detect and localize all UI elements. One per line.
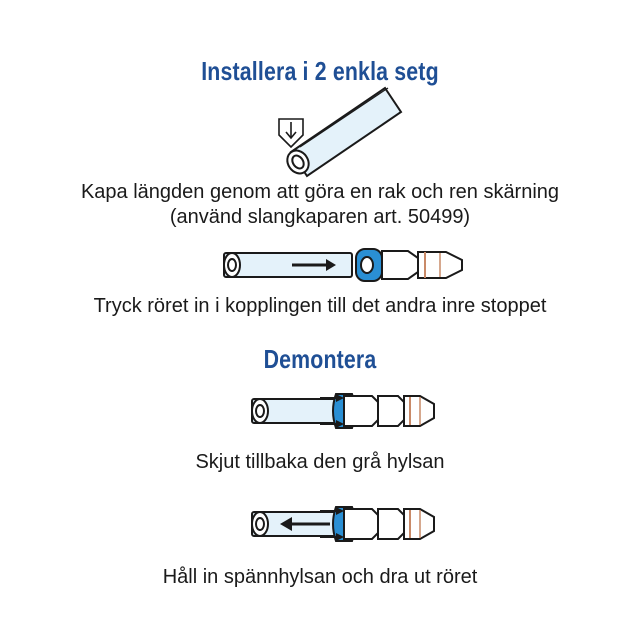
install-step1-line2: (använd slangkaparen art. 50499) <box>169 206 471 228</box>
install-step1-line1: Kapa längden genom att göra en rak och ren skärning <box>80 181 560 203</box>
install-step2: Tryck röret in i kopplingen till det andra inre stoppet <box>93 295 547 317</box>
remove-step1: Skjut tillbaka den grå hylsan <box>195 451 445 473</box>
install-heading: Installera i 2 enkla setg <box>201 56 439 86</box>
remove-step2: Håll in spännhylsan och dra ut röret <box>162 566 478 588</box>
remove-heading: Demontera <box>263 344 377 374</box>
